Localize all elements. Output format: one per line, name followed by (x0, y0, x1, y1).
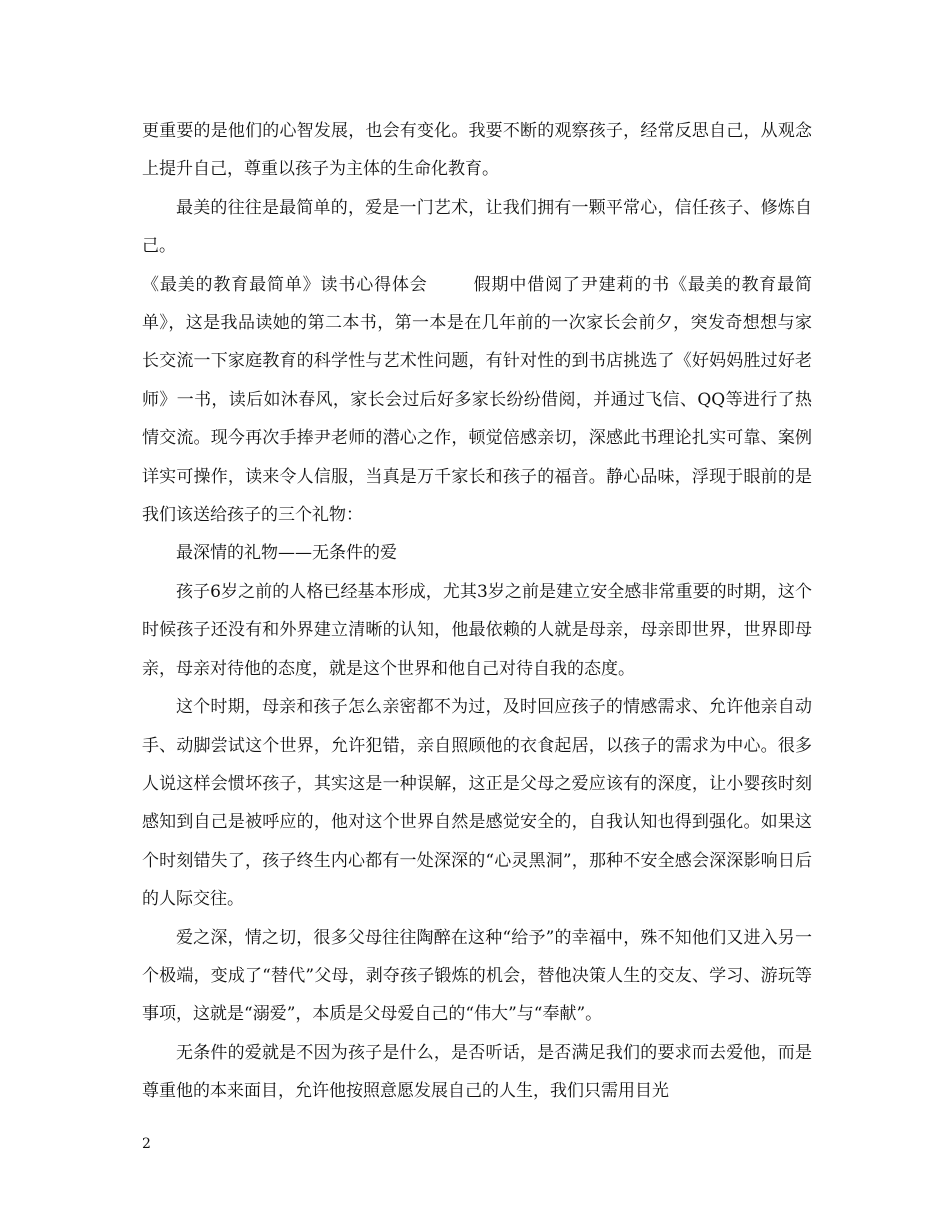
paragraph-5: 孩子6岁之前的人格已经基本形成，尤其3岁之前是建立安全感非常重要的时期，这个时候孩子还没有和外界建立清晰的认知，他最依赖的人就是母亲，母亲即世界，世界即母亲，母亲对待他的态度，就是这个世界和他自己对待自我的态度。 (142, 581, 812, 679)
page-number: 2 (142, 1136, 151, 1152)
section-heading: 最深情的礼物——无条件的爱 (176, 543, 397, 564)
paragraph-7: 爱之深，情之切，很多父母往往陶醉在这种“给予”的幸福中，殊不知他们又进入另一个极端，变成了“替代”父母，剥夺孩子锻炼的机会，替他决策人生的交友、学习、游玩等事项，这就是“溺爱”，本质是父母爱自己的“伟大”与“奉献”。 (142, 927, 812, 1025)
paragraph-3-text: 假期中借阅了尹建莉的书《最美的教育最简单》，这是我品读她的第二本书，第一本是在几年前的一次家长会前夕，突发奇想想与家长交流一下家庭教育的科学性与艺术性问题，有针对性的到书店挑选了《好妈妈胜过好老师》一书，读后如沐春风，家长会过后好多家长纷纷借阅，并通过飞信、QQ等进行了热情交流。现今再次手捧尹老师的潜心之作，顿觉倍感亲切，深感此书理论扎实可靠、案例详实可操作，读来令人信服，当真是万千家长和孩子的福音。静心品味，浮现于眼前的是我们该送给孩子的三个礼物： (142, 274, 813, 526)
paragraph-6: 这个时期，母亲和孩子怎么亲密都不为过，及时回应孩子的情感需求、允许他亲自动手、动脚尝试这个世界，允许犯错，亲自照顾他的衣食起居，以孩子的需求为中心。很多人说这样会惯坏孩子，其实这是一种误解，这正是父母之爱应该有的深度，让小婴孩时刻感知到自己是被呼应的，他对这个世界自然是感觉安全的，自我认知也得到强化。如果这个时刻错失了，孩子终生内心都有一处深深的“心灵黑洞”，那种不安全感会深深影响日后的人际交往。 (142, 697, 812, 910)
paragraph-1: 更重要的是他们的心智发展，也会有变化。我要不断的观察孩子，经常反思自己，从观念上提升自己，尊重以孩子为主体的生命化教育。 (142, 121, 812, 180)
paragraph-8: 无条件的爱就是不因为孩子是什么，是否听话，是否满足我们的要求而去爱他，而是尊重他的本来面目，允许他按照意愿发展自己的人生，我们只需用目光 (142, 1042, 812, 1102)
paragraph-2: 最美的往往是最简单的，爱是一门艺术，让我们拥有一颗平常心，信任孩子、修炼自己。 (142, 197, 812, 257)
document-title: 《最美的教育最简单》读书心得体会 (142, 274, 428, 295)
title-paragraph (142, 266, 812, 535)
body-text (142, 112, 812, 1111)
